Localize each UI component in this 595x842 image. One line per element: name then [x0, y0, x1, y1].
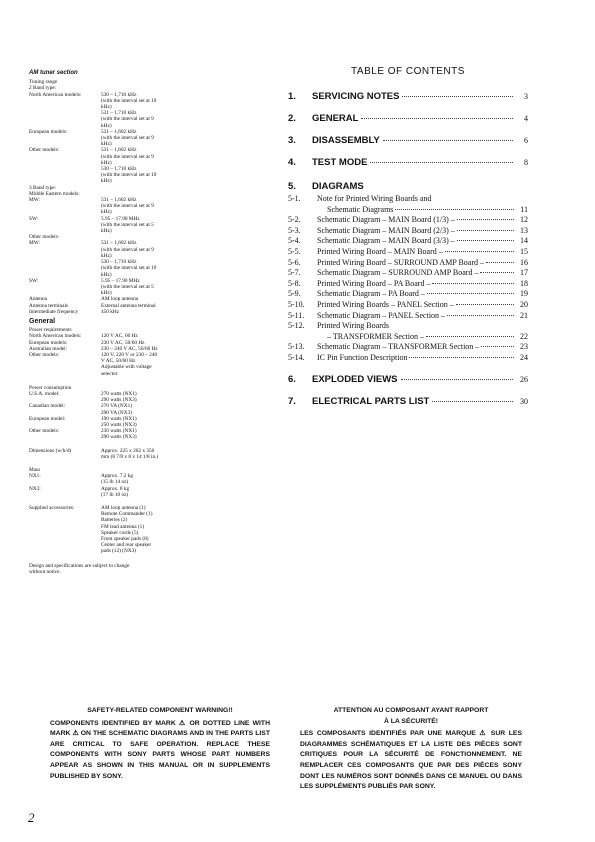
- toc-number: 2.: [288, 113, 296, 124]
- toc-number: 5-8.: [288, 278, 301, 288]
- toc-leader-dots: [432, 283, 514, 284]
- spec-label: [29, 454, 101, 460]
- toc-title-text: IC Pin Function Description: [317, 352, 408, 362]
- spec-row: [29, 548, 239, 554]
- spec-value: (with the interval set at 10: [101, 172, 157, 179]
- toc-number: 6.: [288, 373, 296, 385]
- spec-value: 530 – 1,710 kHz: [101, 91, 137, 98]
- toc-page-number: 12: [520, 215, 528, 225]
- general-heading: General: [29, 317, 56, 325]
- spec-label: Middle Eastern models:: [29, 190, 80, 197]
- toc-leader-dots: [370, 162, 513, 163]
- toc-title-text: TEST MODE: [312, 157, 368, 168]
- spec-label: SW:: [29, 215, 39, 222]
- spec-label: Antenna terminals: [29, 302, 68, 309]
- spec-label: Other models:: [29, 351, 60, 358]
- power-consumption-specs: [29, 385, 239, 441]
- spec-value: kHz): [101, 122, 112, 129]
- toc-title-text: Printed Wiring Boards: [317, 321, 389, 331]
- spec-value: External antenna terminal: [101, 302, 156, 309]
- toc-subsection-entry[interactable]: [288, 236, 528, 247]
- toc-title-text: Schematic Diagram – PA Board –: [317, 289, 425, 299]
- toc-diagram-items: [288, 194, 528, 364]
- toc-page-number: 4: [524, 114, 528, 123]
- toc-section-entry[interactable]: [288, 91, 528, 113]
- toc-sections: [288, 91, 528, 179]
- toc-leader-dots: [445, 251, 514, 252]
- toc-subsection-entry[interactable]: [288, 205, 528, 216]
- spec-value: kHz): [101, 159, 112, 166]
- toc-number: 5-11.: [288, 310, 305, 320]
- toc-subsection-entry[interactable]: [288, 226, 528, 237]
- spec-value: selector: [101, 370, 118, 377]
- toc-number: 5-1.: [288, 194, 301, 203]
- toc-page-number: 16: [520, 257, 528, 267]
- spec-value: Front speaker pads (8): [101, 536, 149, 543]
- spec-label: Mass: [29, 466, 41, 473]
- toc-title: TABLE OF CONTENTS: [351, 66, 465, 77]
- spec-label: Australian model:: [29, 345, 68, 352]
- toc-page-number: 3: [524, 92, 528, 101]
- dimension-specs: [29, 448, 239, 460]
- toc-leader-dots: [426, 336, 514, 337]
- spec-label: Intermediate frequency: [29, 308, 79, 315]
- spec-value: (with the interval set at 9: [101, 203, 154, 210]
- toc-page-number: 6: [524, 136, 528, 145]
- mass-specs: [29, 467, 239, 498]
- spec-value: Approx. 7.2 kg: [101, 473, 134, 480]
- toc-leader-dots: [395, 209, 514, 210]
- spec-value: kHz): [101, 228, 112, 235]
- spec-label: Antenna: [29, 296, 47, 303]
- spec-value: (17 lb 10 oz): [101, 491, 129, 498]
- toc-subsection-entry[interactable]: [288, 279, 528, 290]
- toc-section-entry[interactable]: [288, 135, 528, 157]
- spec-value: kHz): [101, 271, 112, 278]
- page-number: 2: [28, 810, 35, 825]
- table-of-contents: [288, 66, 528, 418]
- toc-title-text: Printed Wiring Board – PA Board –: [317, 278, 431, 288]
- toc-number: 5-3.: [288, 225, 301, 235]
- spec-label: Supplied accessories:: [29, 505, 75, 511]
- spec-value: AM loop antenna: [101, 296, 139, 303]
- footnote-line: without notice.: [29, 568, 61, 575]
- toc-leader-dots: [481, 346, 514, 347]
- spec-label: [29, 371, 101, 377]
- spec-row: [29, 492, 239, 498]
- toc-subsection-entry[interactable]: [288, 311, 528, 322]
- spec-value: Remote Commander (1): [101, 511, 153, 518]
- spec-value: 530 – 1,710 kHz: [101, 259, 137, 266]
- accessory-specs: [29, 505, 239, 555]
- spec-label: [29, 492, 101, 498]
- toc-number: 5-10.: [288, 299, 305, 309]
- toc-title-text: – TRANSFORMER Section –: [327, 331, 424, 341]
- spec-value: kHz): [101, 209, 112, 216]
- spec-value: 531 – 1,602 kHz: [101, 197, 137, 204]
- spec-value: 531 – 1,602 kHz: [101, 128, 137, 135]
- spec-label: Other models:: [29, 428, 60, 435]
- toc-page-number: 23: [520, 342, 528, 352]
- toc-number: 5-13.: [288, 342, 305, 352]
- spec-value: 270 watts (NX1): [101, 390, 137, 397]
- spec-value: 5.95 – 17.90 MHz: [101, 277, 140, 284]
- spec-value: (with the interval set at 9: [101, 153, 154, 160]
- warning-body: LES COMPOSANTS IDENTIFIÉS PAR UNE MARQUE ⚠ SUR LES DIAGRAMMES SCHÉMATIQUES ET LA LISTE DES PIÈCES SONT CRITIQUES POUR LA SÉCURITÉ DE FONCTIONNEMENT. NE REMPLACER CES COMPOSANTS QUE PAR DES PIÈCES SONY DONT LES NUMÉROS SONT DONNÉS DANS CE MANUEL OU DANS LES SUPPLÉMENTS PUBLIÉS PAR SONY.: [300, 730, 522, 791]
- toc-subsection-entry[interactable]: [288, 268, 528, 279]
- spec-label: NX3:: [29, 485, 41, 492]
- footnote-line: Design and specifications are subject to change: [29, 562, 130, 569]
- toc-subsection-entry[interactable]: [288, 342, 528, 353]
- spec-value: kHz): [101, 290, 112, 297]
- spec-label: Tuning range: [29, 79, 58, 86]
- toc-title-text: ELECTRICAL PARTS LIST: [312, 395, 430, 407]
- spec-label: Canadian model:: [29, 403, 66, 410]
- toc-title-text: Schematic Diagram – TRANSFORMER Section –: [317, 342, 480, 352]
- toc-title-text: DIAGRAMS: [312, 181, 364, 192]
- warning-title-line-2: À LA SÉCURITÉ!: [383, 717, 439, 725]
- spec-value: V AC, 50/60 Hz: [101, 358, 136, 365]
- toc-leader-dots: [432, 401, 513, 402]
- spec-value: 290 VA (NX3): [101, 409, 132, 416]
- toc-subsection-entry[interactable]: [288, 215, 528, 226]
- spec-value: kHz): [101, 252, 112, 259]
- toc-title-text: Printed Wiring Board – SURROUND AMP Board –: [317, 257, 485, 267]
- spec-value: 120 V AC, 60 Hz: [101, 333, 138, 340]
- toc-page-number: 24: [520, 352, 528, 362]
- toc-number: 3.: [288, 135, 296, 146]
- spec-value: 230 watts (NX1): [101, 428, 137, 435]
- spec-label: North American models:: [29, 333, 82, 340]
- toc-number: 5-9.: [288, 289, 301, 299]
- spec-value: 230 – 240 V AC, 50/60 Hz: [101, 345, 158, 352]
- toc-page-number: 13: [520, 225, 528, 235]
- spec-value: Approx. 8 kg: [101, 485, 130, 492]
- toc-title-text: GENERAL: [312, 113, 359, 124]
- toc-page-number: 30: [520, 396, 528, 406]
- spec-value: Batteries (2): [101, 517, 128, 524]
- toc-subsection-entry[interactable]: [288, 289, 528, 300]
- spec-value: (with the interval set at 5: [101, 283, 154, 290]
- spec-value: 5.95 – 17.90 MHz: [101, 215, 140, 222]
- toc-page-number: 15: [520, 246, 528, 256]
- toc-number: 5-2.: [288, 215, 301, 225]
- spec-row: [29, 454, 239, 460]
- toc-number: 1.: [288, 91, 296, 102]
- toc-number: 5-6.: [288, 257, 301, 267]
- toc-leader-dots: [486, 262, 514, 263]
- toc-page-number: 20: [520, 299, 528, 309]
- toc-diagrams-heading[interactable]: [288, 181, 528, 194]
- spec-label: [29, 434, 101, 440]
- toc-page-number: 19: [520, 289, 528, 299]
- toc-title-text: Schematic Diagram – MAIN Board (1/3) –: [317, 215, 455, 225]
- toc-leader-dots: [447, 315, 514, 316]
- spec-value: (with the interval set at 9: [101, 135, 154, 142]
- toc-title-text: Note for Printed Wiring Boards and: [317, 194, 432, 203]
- toc-number: 5-5.: [288, 246, 301, 256]
- spec-label: 2 Band type:: [29, 85, 57, 92]
- spec-label: SW:: [29, 277, 39, 284]
- toc-title-text: SERVICING NOTES: [312, 91, 400, 102]
- toc-subsection-entry[interactable]: [288, 300, 528, 311]
- toc-title-text: DISASSEMBLY: [312, 135, 380, 146]
- toc-title-text: Printed Wiring Boards – PANEL Section –: [317, 299, 454, 309]
- spec-value: 530 – 1,710 kHz: [101, 166, 137, 173]
- toc-title-text: Schematic Diagram – MAIN Board (2/3) –: [317, 225, 455, 235]
- toc-number: 5.: [288, 181, 296, 192]
- toc-title-text: Schematic Diagram – MAIN Board (3/3) –: [317, 236, 455, 246]
- spec-label: European model:: [29, 415, 66, 422]
- spec-value: (with the interval set at 10: [101, 265, 157, 272]
- toc-number: 5-7.: [288, 268, 301, 278]
- toc-section-entry[interactable]: [288, 396, 528, 418]
- spec-label: European models:: [29, 128, 68, 135]
- spec-label: [29, 548, 101, 554]
- toc-number: 4.: [288, 157, 296, 168]
- spec-value: Speaker cords (5): [101, 529, 139, 536]
- toc-leader-dots: [457, 230, 514, 231]
- toc-page-number: 21: [520, 310, 528, 320]
- spec-value: (with the interval set at 9: [101, 246, 154, 253]
- spec-label: Power consumption: [29, 384, 72, 391]
- toc-title-text: Printed Wiring Board – MAIN Board –: [317, 246, 443, 256]
- toc-leader-dots: [383, 140, 513, 141]
- toc-subsection-entry[interactable]: [288, 353, 528, 364]
- spec-footnote: [29, 563, 239, 575]
- spec-value: (with the interval set at 9: [101, 116, 154, 123]
- toc-subsection-entry[interactable]: [288, 332, 528, 343]
- toc-subsection-entry[interactable]: [288, 247, 528, 258]
- am-tuner-heading: AM tuner section: [29, 70, 78, 76]
- spec-value: 190 watts (NX1): [101, 415, 137, 422]
- spec-label: North American models:: [29, 91, 82, 98]
- safety-warning-english: [50, 706, 270, 782]
- warning-body: COMPONENTS IDENTIFIED BY MARK ⚠ OR DOTTED LINE WITH MARK ⚠ ON THE SCHEMATIC DIAGRAMS AND IN THE PARTS LIST ARE CRITICAL TO SAFE OPERATION. REPLACE THESE COMPONENTS WITH SONY PARTS WHOSE PART NUMBERS APPEAR AS SHOWN IN THIS MANUAL OR IN SUPPLEMENTS PUBLISHED BY SONY.: [50, 719, 270, 780]
- toc-page-number: 11: [520, 204, 528, 214]
- toc-section-entry[interactable]: [288, 374, 528, 396]
- spec-label: MW:: [29, 240, 40, 247]
- spec-row: [29, 371, 239, 377]
- toc-number: 5-12.: [288, 321, 305, 331]
- toc-leader-dots: [456, 304, 514, 305]
- spec-value: kHz): [101, 104, 112, 111]
- spec-value: 450 kHz: [101, 308, 120, 315]
- spec-value: FM lead antenna (1): [101, 523, 145, 530]
- toc-page-number: 18: [520, 278, 528, 288]
- spec-label: Dimensions (w/h/d): [29, 447, 72, 454]
- spec-value: pads (12) (NX3): [101, 548, 137, 555]
- specifications-column: [29, 70, 239, 575]
- spec-value: (with the interval set at 5: [101, 221, 154, 228]
- toc-page-number: 26: [520, 374, 528, 384]
- toc-page-number: 8: [524, 158, 528, 167]
- toc-title-text: Schematic Diagrams: [327, 204, 394, 214]
- spec-value: (with the interval set at 10: [101, 97, 157, 104]
- toc-tail-sections: [288, 374, 528, 418]
- spec-label: 3 Band type:: [29, 184, 57, 191]
- spec-value: Adjustable with voltage: [101, 364, 152, 371]
- spec-value: mm (8 7/8 x 8 x 14 1/8 in.): [101, 453, 159, 460]
- spec-label: European models:: [29, 339, 68, 346]
- toc-number: 5-4.: [288, 236, 301, 246]
- spec-value: (15 lb 14 oz): [101, 479, 129, 486]
- toc-section-entry[interactable]: [288, 113, 528, 135]
- spec-value: Center and rear speaker: [101, 542, 152, 549]
- am-tuner-specs: [29, 79, 239, 315]
- spec-label: U.S.A. model:: [29, 390, 60, 397]
- toc-leader-dots: [401, 379, 513, 380]
- spec-value: 290 watts (NX3): [101, 434, 137, 441]
- warning-title: ATTENTION AU COMPOSANT AYANT RAPPORT: [333, 707, 489, 714]
- toc-page-number: 22: [520, 331, 528, 341]
- toc-subsection-entry[interactable]: [288, 258, 528, 269]
- spec-value: kHz): [101, 178, 112, 185]
- toc-leader-dots: [457, 240, 514, 241]
- spec-value: Approx. 225 x 202 x 356: [101, 447, 155, 454]
- toc-leader-dots: [480, 272, 514, 273]
- spec-value: 290 watts (NX3): [101, 397, 137, 404]
- spec-value: 120 V, 220 V or 230 – 240: [101, 351, 158, 358]
- toc-leader-dots: [361, 118, 513, 119]
- spec-value: 531 – 1,710 kHz: [101, 110, 137, 117]
- safety-warning-french: [300, 706, 522, 793]
- toc-leader-dots: [427, 293, 514, 294]
- spec-row: [29, 434, 239, 440]
- spec-value: 230 V AC, 50/60 Hz: [101, 339, 145, 346]
- toc-page-number: 14: [520, 236, 528, 246]
- spec-value: 270 VA (NX1): [101, 403, 132, 410]
- spec-value: AM loop antenna (1): [101, 505, 146, 511]
- spec-label: Other models:: [29, 147, 60, 154]
- toc-number: 7.: [288, 395, 296, 407]
- spec-label: Other models:: [29, 234, 60, 241]
- spec-label: MW:: [29, 197, 40, 204]
- toc-page-number: 17: [520, 268, 528, 278]
- spec-label: Power requirements: [29, 327, 72, 334]
- toc-subsection-entry[interactable]: [288, 194, 528, 205]
- toc-number: 5-14.: [288, 352, 305, 362]
- toc-leader-dots: [457, 219, 514, 220]
- warning-title: SAFETY-RELATED COMPONENT WARNING!!: [87, 707, 233, 714]
- spec-row: [29, 309, 239, 315]
- toc-subsection-entry[interactable]: [288, 321, 528, 332]
- toc-section-entry[interactable]: [288, 157, 528, 179]
- spec-label: NX1:: [29, 473, 41, 480]
- spec-value: 531 – 1,602 kHz: [101, 147, 137, 154]
- power-requirements-specs: [29, 327, 239, 377]
- spec-value: 250 watts (NX3): [101, 421, 137, 428]
- spec-value: 531 – 1,602 kHz: [101, 240, 137, 247]
- toc-leader-dots: [409, 357, 514, 358]
- toc-title-text: Schematic Diagram – SURROUND AMP Board –: [317, 268, 479, 278]
- toc-title-text: EXPLODED VIEWS: [312, 373, 398, 385]
- toc-title-text: Schematic Diagram – PANEL Section –: [317, 310, 446, 320]
- toc-leader-dots: [402, 96, 513, 97]
- spec-value: kHz): [101, 141, 112, 148]
